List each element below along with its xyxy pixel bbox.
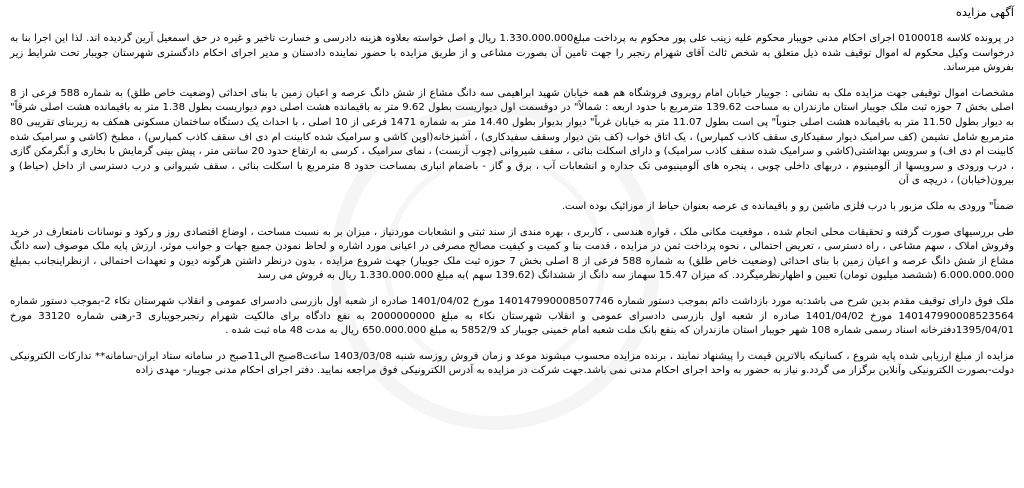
paragraph-property-specs: مشخصات اموال توقیفی جهت مزایده ملک به نشانی : جویبار خیابان امام روبروی فروشگاه هم همه خیابان شهید ابراهیمی سه دانگ مشاع از شش دانگ عرصه و اعیان زمین با بنای احداثی (وضعیت خاص طلق) به شماره 588 فرعی از 8 اصلی بخش 7 حوزه ثبت ملک جویبار استان مازندران به مساحت 139.62 مترمربع با حدود اربعه : شمالاً" در دوقسمت اول دیواریست بطول 9.62 متر به باقیمانده هشت اصلی دوم دیواریست بطول 1.38 متر به باقیمانده هشت اصلی شرقاً" به دیوار بطول 11.50 متر به باقیمانده هشت اصلی جنوباً" پی است بطول 11.07 متر به خیابان غرباً" دیوار بدیوار بطول 14.40 متر به شماره 1471 فرعی از 10 اصلی ، با احداث یک دستگاه ساختمان مسکونی همکف به زیربنای تقریبی 80 مترمربع شامل نشیمن (کف سرامیک دیوار سفیدکاری سقف کاذب کمپارس) ، یک اتاق خواب (کف بتن دیوار وسقف سفیدکاری) ، آشپزخانه(اوپن کاشی و سرامیک شده کابینت ام دی اف سقف کاذب کمپارس) ، مطبخ (کاشی و سرامیک شده کابینت ام دی اف) و سرویس بهداشتی(کاشی و سرامیک شده سقف کاذب سرامیک) و دارای اسکلت بنائی ، سقف شیروانی (چوب آزبست) ، نمای سرامیک ، کرسی به ارتفاع حدود 20 سانتی متر ، پیش بینی گرمایش با بخاری و آبگرمکن گازی ، درب ورودی و سرویسها از آلومینیوم ، دربهای داخلی چوبی ، پنجره های آلومینیومی تک جداره و انشعابات آب ، برق و گاز - باضمام انباری بمساحت حدود 8 مترمربع با اسکلت بنائی ، سقف شیروانی و درب دسترسی از داخل (حیاط) و بیرون(خیابان) ، دریچه ی آن: [10, 87, 1014, 187]
paragraph-auction-terms: مزایده از مبلغ ارزیابی شده پایه شروع ، کسانیکه بالاترین قیمت را پیشنهاد نمایند ، برنده مزایده محسوب میشوند موعد و زمان فروش روزسه شنبه 1403/03/08 ساعت8صبح الی11صبح در سامانه ستاد ایران-سامانه** تدارکات الکترونیکی دولت-بصورت الکترونیکی وآنلاین برگزار می گردد.و نیاز به حضور به واحد اجرای احکام مدنی نمی باشد.جهت شرکت در مزایده به آدرس الکترونیکی فوق مراجعه نمایید. دفتر اجرای احکام مدنی جویبار- مهدی زاده: [10, 350, 1015, 377]
paragraph-prior-seizures: ملک فوق دارای توقیف مقدم بدین شرح می باشد:به مورد بازداشت دائم بموجب دستور شماره 140147990008507746 مورخ 1401/04/02 صادره از شعبه اول بازرسی دادسرای عمومی و انقلاب شهرستان نکاء 2-بموجب دستور شماره 140147990008523564 مورخ 1401/04/02 صادره از شعبه اول بازرسی دادسرای عمومی و انقلاب شهرستان نکاء به مبلغ 2000000000 به نفع دادگاه برای مالکیت شهرام رنجبرجویباری 3-رهنی شماره 33120 مورخ 1395/04/01دفترخانه اسناد رسمی شماره 108 شهر جویبار استان مازندران که بنفع بانک ملت شعبه امام خمینی جویبار کد 5852/9 به مبلغ 650.000.000 ریال به مدت 48 ماه ثبت شده .: [10, 295, 1014, 337]
paragraph-entrance: ضمناً" ورودی به ملک مزبور با درب فلزی ماشین رو و باقیمانده ی عرصه بعنوان حیاط از موزائیک بوده است.: [561, 200, 1014, 212]
notice-title: آگهی مزایده: [955, 5, 1014, 19]
paragraph-valuation: طی بررسیهای صورت گرفته و تحقیقات محلی انجام شده ، موقعیت مکانی ملک ، قواره هندسی ، کاربری ، بهره مندی از سند ثبتی و انشعابات موردنیاز ، میزان بر به نسبت مساحت ، اوضاع اقتصادی روز و رکود و نوسانات نامتعارف در خرید وفروش املاک ، سهم مشاعی ، راه دسترسی ، تعریض احتمالی ، نحوه پرداخت ثمن در مزایده ، قدمت بنا و کمیت و کیفیت مصالح مصرفی در اعیانی مورد اشاره و لحاظ نمودن جمیع جهات و جوانب موثر، ارزش پایه ملک موصوف (سه دانگ مشاع از شش دانگ عرصه و اعیان زمین با بنای احداثی (وضعیت خاص طلق) به شماره 588 فرعی از 8 اصلی بخش 7 حوزه ثبت ملک جویبار) جهت شروع مزایده ، بدون درنظر داشتن هرگونه دیون و تعهدات احتمالی ، ازنظراینجانب بمبلغ 6.000.000.000 (ششصد میلیون تومان) تعیین و اظهارنظرمیگردد. که میزان 15.47 سهماز سه دانگ از ششدانگ (139.62 سهم )به مبلغ 1.330.000.000 ریال به فروش می رسد: [10, 226, 1015, 282]
paragraph-case-intro: در پرونده کلاسه 0100018 اجرای احکام مدنی جویبار محکوم علیه زینب علی پور محکوم به پرداخت مبلغ1.330.000.000 ریال و اصل خواسته بعلاوه هزینه دادرسی و خسارت تاخیر و غیره در حق اسمعیل آرین گردیده اند. لذا این اجرا بنا به درخواست وکیل محکوم له اموال توقیف شده ذیل متعلق به شخص ثالث آقای شهرام رنجبر را جهت تامین آن بصورت مشاعی و از طریق مزایده با حضور نماینده دادستان و مدیر اجرای احکام دادگستری شهرستان جویبار تحت شرایط زیر بفروش میرساند.: [10, 33, 1015, 74]
